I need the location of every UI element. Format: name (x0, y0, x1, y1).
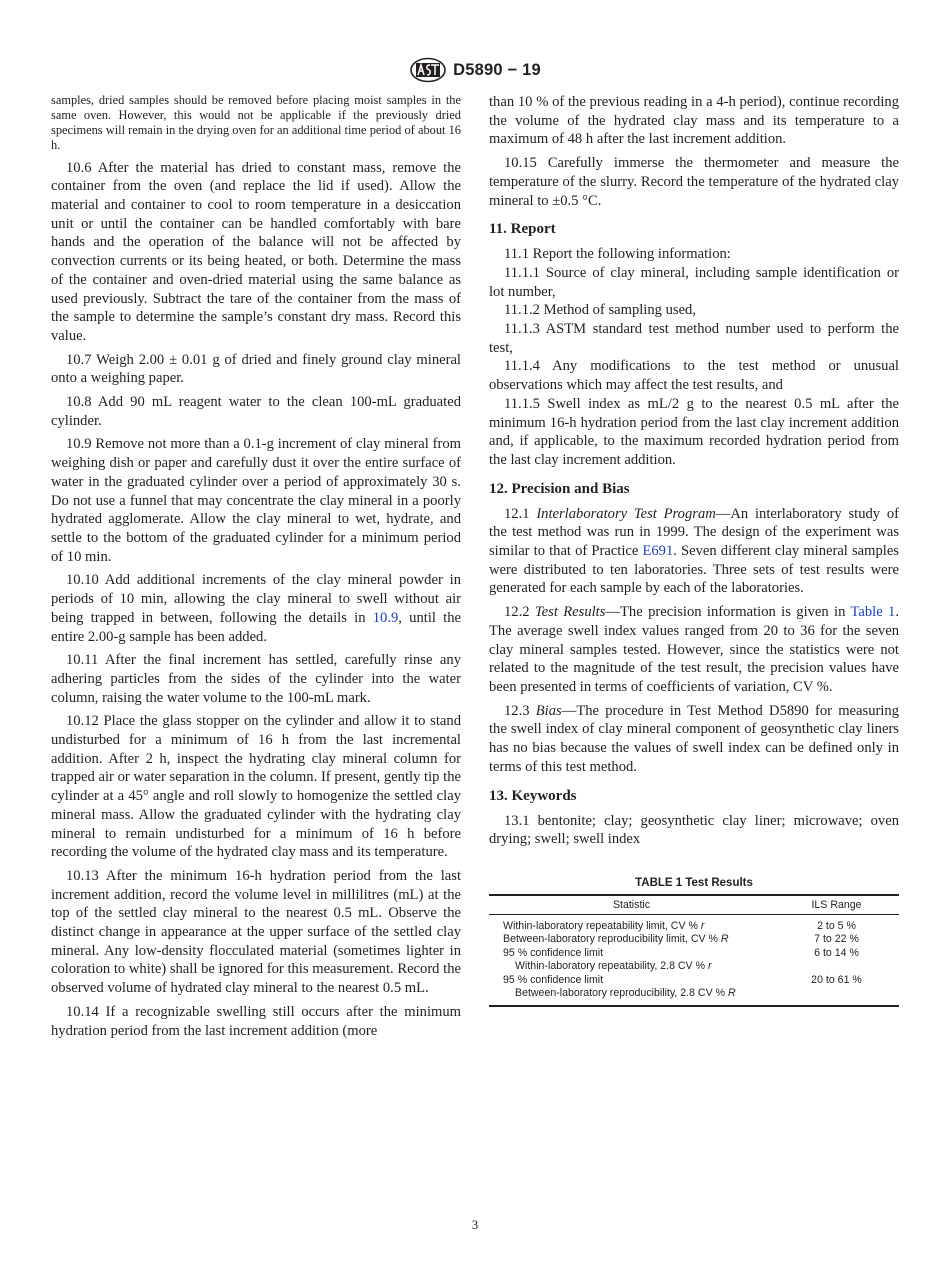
statistic-subtext (503, 987, 774, 1001)
table-cell-statistic (489, 933, 774, 947)
table-cell-statistic (489, 947, 774, 974)
table-row (489, 914, 899, 933)
document-number: D5890 − 19 (453, 60, 541, 79)
paragraph-12-1-text-b: . Seven different clay mineral samples were distributed to ten laboratories. Three sets of test results were generated for each sample by each of the laboratories. (489, 543, 899, 597)
paragraph-10-11: 10.11 After the final increment has settled, carefully rinse any adhering particles from the sides of the cylinder into the water column, raising the water volume to the 100-mL mark. (51, 652, 461, 706)
paragraph-11-1-4: 11.1.4 Any modifications to the test method or unusual observations which may affect the test results, and (489, 358, 899, 394)
paragraph-12-3-title: Bias (535, 702, 562, 719)
astm-logo-icon (409, 57, 447, 83)
statistic-variable: R (727, 987, 736, 1000)
heading-report: 11. Report (489, 221, 556, 238)
page-number: 3 (471, 1218, 479, 1232)
statistic-subtext (503, 960, 774, 974)
column-header-statistic: Statistic (489, 895, 774, 915)
paragraph-11-1: 11.1 Report the following information: (504, 246, 731, 263)
statistic-subtext-label: Within-laboratory repeatability, 2.8 CV % (515, 960, 708, 973)
paragraph-12-3-number: 12.3 (504, 702, 536, 719)
heading-keywords: 13. Keywords (489, 787, 577, 804)
paragraph-12-2-number: 12.2 (504, 604, 535, 621)
statistic-text: 95 % confidence limit (503, 946, 604, 959)
statistic-variable: r (707, 960, 712, 973)
paragraph-12-1 (489, 505, 899, 599)
table-row (489, 947, 899, 974)
paragraph-12-1-title: Interlaboratory Test Program (536, 505, 716, 522)
table-cell-statistic (489, 914, 774, 933)
paragraph-10-10-text-b: , until the entire 2.00-g sample has been added. (51, 609, 461, 645)
test-results-table (489, 894, 899, 1007)
paragraph-12-2 (489, 603, 899, 697)
paragraph-10-9: 10.9 Remove not more than a 0.1-g increment of clay mineral from weighing dish or paper and carefully dust it over the entire surface of water in the graduated cylinder over a period of approximately 30 s. Do not use a funnel that may concentrate the clay mineral in a poorly hydrated agglomerate. Allow the clay mineral to wet, hydrate, and settle to the bottom of the graduated cylinder for a minimum period of 10 min. (51, 436, 461, 565)
table-cell-statistic (489, 974, 774, 1006)
paragraph-10-8: 10.8 Add 90 mL reagent water to the clean 100-mL graduated cylinder. (51, 394, 461, 429)
paragraph-10-6: 10.6 After the material has dried to constant mass, remove the container from the oven (and replace the lid if used). Allow the material and container to cool to room temperature in a desiccation unit or until the container can be handled comfortably with bare hands and the operation of the balance will not be affected by convection currents or its being heated, or both. Determine the mass of the container and oven-dried material using the same balance as used previously. Subtract the tare of the container from the mass of the sample to determine the sample’s constant dry mass. Record this value. (51, 159, 461, 344)
page-header (0, 56, 950, 84)
left-column (51, 93, 461, 1045)
column-header-ils-range: ILS Range (774, 895, 899, 915)
section-10-9-link[interactable]: 10.9 (372, 609, 399, 626)
table-header-row (489, 895, 899, 915)
statistic-text: Between-laboratory reproducibility limit, CV % (503, 933, 721, 946)
paragraph-10-10 (51, 571, 461, 646)
statistic-subtext-label: Between-laboratory reproducibility, 2.8 CV % (515, 987, 728, 1000)
paragraph-11-1-3: 11.1.3 ASTM standard test method number used to perform the test, (489, 321, 899, 356)
paragraph-11-1-2: 11.1.2 Method of sampling used, (504, 302, 696, 319)
paragraph-10-12: 10.12 Place the glass stopper on the cylinder and allow it to stand undisturbed for a minimum of 16 h from the last incremental addition. After 2 h, inspect the hydrating clay mineral column for trapped air or water separation in the column. If present, gently tip the cylinder at a 45° angle and roll slowly to homogenize the settled clay mineral mass. Allow the graduated cylinder with the hydrating clay mineral to remain undisturbed for a minimum of 16 h before recording the volume of the hydrated clay mass and its temperature. (51, 713, 461, 861)
statistic-text: Within-laboratory repeatability limit, CV % (503, 919, 701, 932)
paragraph-10-7: 10.7 Weigh 2.00 ± 0.01 g of dried and finely ground clay mineral onto a weighing paper. (51, 351, 461, 387)
table-title: TABLE 1 Test Results (635, 876, 753, 889)
table-cell-range: 7 to 22 % (814, 933, 859, 946)
table-row (489, 933, 899, 947)
paragraph-continuation: than 10 % of the previous reading in a 4-h period), continue recording the volume of the hydrated clay mass and its temperature to a maximum of 48 h after the last increment addition. (489, 94, 899, 148)
heading-precision-and-bias: 12. Precision and Bias (489, 480, 630, 497)
paragraph-11-1-5: 11.1.5 Swell index as mL/2 g to the nearest 0.5 mL after the minimum 16-h hydration period from the last clay increment addition and, if applicable, to the maximum recorded hydration period from the last clay increment addition. (489, 395, 899, 468)
paragraph-12-2-text-b: . The average swell index values ranged from 20 to 36 for the seven clay mineral samples tested. However, since the statistics were not related to the magnitude of the test result, the precision values have been presented in terms of coefficients of variation, CV %. (489, 604, 900, 695)
paragraph-12-1-number: 12.1 (504, 505, 537, 522)
table-cell-range: 6 to 14 % (814, 946, 859, 959)
paragraph-13-1: 13.1 bentonite; clay; geosynthetic clay liner; microwave; oven drying; swell; swell index (489, 812, 899, 848)
e691-link[interactable]: E691 (642, 543, 674, 560)
statistic-variable: R (720, 933, 729, 946)
paragraph-10-14: 10.14 If a recognizable swelling still occurs after the minimum hydration period from the last increment addition (more (51, 1003, 461, 1039)
table-cell-range: 2 to 5 % (817, 919, 856, 932)
statistic-text: 95 % confidence limit (503, 973, 604, 986)
paragraph-10-15: 10.15 Carefully immerse the thermometer and measure the temperature of the slurry. Record the temperature of the hydrated clay mineral to ±0.5 °C. (489, 155, 899, 209)
paragraph-10-13: 10.13 After the minimum 16-h hydration period from the last increment addition, record the volume level in millilitres (mL) at the top of the settled clay mineral to the nearest 0.5 mL. Observe the distinct change in appearance at the upper surface of the settled clay mineral. Any low-density flocculated material (sometimes lighter in coloration to white) shall be ignored for this measurement. Record the observed volume of hydrated clay mineral to the nearest 0.5 mL. (51, 867, 461, 997)
paragraph-12-1-text-a: —An interlaboratory study of the test method was run in 1999. The design of the experiment was similar to that of Practice (489, 505, 900, 560)
table-cell-range: 20 to 61 % (774, 974, 899, 1006)
paragraph-11-1-1: 11.1.1 Source of clay mineral, including sample identification or lot number, (489, 264, 899, 300)
paragraph-12-2-text-a: —The precision information is given in (605, 604, 851, 621)
statistic-variable: r (700, 919, 705, 932)
paragraph-12-3 (489, 702, 899, 777)
right-column (489, 93, 899, 1007)
table-1-link[interactable]: Table 1 (850, 604, 896, 621)
paragraph-intro: samples, dried samples should be removed before placing moist samples in the same oven. However, this would not be applicable if the previously dried specimens will remain in the drying oven for an additional time period of about 16 h. (51, 93, 461, 152)
paragraph-12-3-text-b: —The procedure in Test Method D5890 for measuring the swell index of clay mineral component of geosynthetic clay liners has no bias because the values of swell index can be defined only in terms of this test method. (489, 702, 899, 775)
table-row (489, 974, 899, 1006)
paragraph-12-2-title: Test Results (534, 604, 606, 621)
paragraph-10-10-text-a: 10.10 Add additional increments of the clay mineral powder in periods of 10 min, allowing the clay mineral to swell without air being trapped in between, following the details in (51, 572, 461, 626)
